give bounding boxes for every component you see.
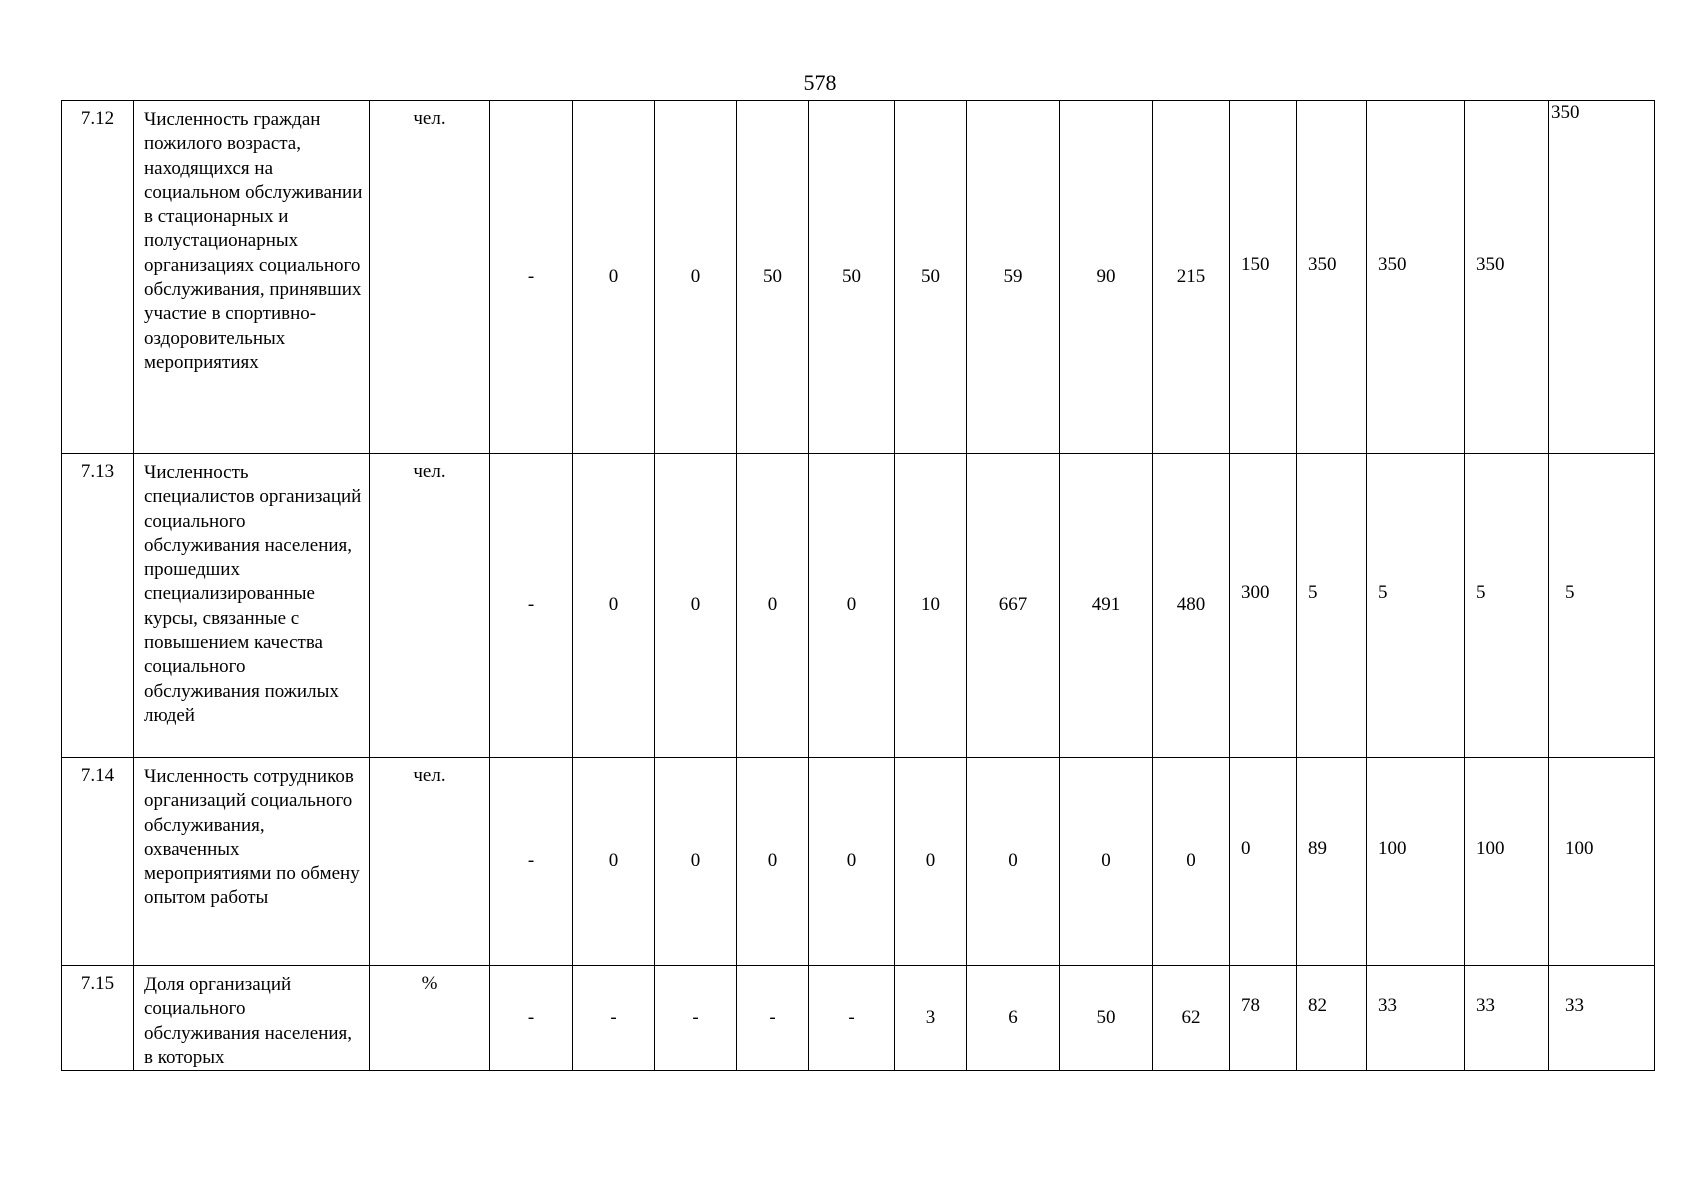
indicators-table xyxy=(61,100,1655,1071)
indicator-value: 5 xyxy=(1465,454,1549,758)
indicator-number: 7.15 xyxy=(62,966,134,1071)
indicator-value: 0 xyxy=(809,758,895,966)
indicator-number: 7.13 xyxy=(62,454,134,758)
indicator-value: 0 xyxy=(1060,758,1153,966)
indicator-value: 0 xyxy=(573,101,655,454)
indicator-value: 0 xyxy=(573,758,655,966)
indicator-unit: чел. xyxy=(370,758,490,966)
indicator-value: 33 xyxy=(1367,966,1465,1071)
indicator-value: 62 xyxy=(1153,966,1230,1071)
indicator-value: 0 xyxy=(655,758,737,966)
indicator-value: - xyxy=(490,101,573,454)
indicator-value: 0 xyxy=(737,454,809,758)
indicator-value: 33 xyxy=(1465,966,1549,1071)
indicator-value: - xyxy=(573,966,655,1071)
indicator-value: 82 xyxy=(1297,966,1367,1071)
indicator-value: 491 xyxy=(1060,454,1153,758)
indicator-value: 89 xyxy=(1297,758,1367,966)
indicator-value: 350 xyxy=(1367,101,1465,454)
table-row xyxy=(62,966,1655,1071)
table-row xyxy=(62,101,1655,454)
indicator-value: 300 xyxy=(1230,454,1297,758)
indicator-value: 0 xyxy=(809,454,895,758)
indicator-unit: чел. xyxy=(370,454,490,758)
indicator-value: 100 xyxy=(1549,758,1655,966)
indicator-number: 7.14 xyxy=(62,758,134,966)
indicator-value: 90 xyxy=(1060,101,1153,454)
indicator-value: 78 xyxy=(1230,966,1297,1071)
indicator-value: 480 xyxy=(1153,454,1230,758)
indicator-value: 100 xyxy=(1465,758,1549,966)
indicator-value: 50 xyxy=(809,101,895,454)
indicator-value: 50 xyxy=(895,101,967,454)
indicator-value: 50 xyxy=(737,101,809,454)
table-row xyxy=(62,454,1655,758)
indicator-unit: чел. xyxy=(370,101,490,454)
indicator-value: - xyxy=(809,966,895,1071)
indicator-value: - xyxy=(490,966,573,1071)
indicator-name: Численность специалистов организаций социального обслуживания населения, прошедших специализированные курсы, связанные с повышением качества социального обслуживания пожилых людей xyxy=(134,454,370,758)
indicator-name: Численность сотрудников организаций социального обслуживания, охваченных мероприятиями по обмену опытом работы xyxy=(134,758,370,966)
indicator-value: 350 xyxy=(1549,101,1655,454)
indicator-value: 215 xyxy=(1153,101,1230,454)
table-body xyxy=(62,101,1655,1071)
indicator-value: 33 xyxy=(1549,966,1655,1071)
indicator-value: - xyxy=(655,966,737,1071)
page-number: 578 xyxy=(803,70,837,95)
indicator-value: 0 xyxy=(573,454,655,758)
indicator-value: 5 xyxy=(1297,454,1367,758)
indicator-unit: % xyxy=(370,966,490,1071)
indicator-value: 0 xyxy=(967,758,1060,966)
indicator-value: 0 xyxy=(895,758,967,966)
indicator-value: 3 xyxy=(895,966,967,1071)
indicator-value: 350 xyxy=(1297,101,1367,454)
table-row xyxy=(62,758,1655,966)
indicator-value: 5 xyxy=(1367,454,1465,758)
indicator-number: 7.12 xyxy=(62,101,134,454)
indicator-value: - xyxy=(490,454,573,758)
indicator-value: 0 xyxy=(1230,758,1297,966)
indicator-value: 0 xyxy=(655,101,737,454)
indicator-value: 667 xyxy=(967,454,1060,758)
indicator-value: 5 xyxy=(1549,454,1655,758)
indicator-value: 150 xyxy=(1230,101,1297,454)
indicator-value: 10 xyxy=(895,454,967,758)
indicator-value: 0 xyxy=(737,758,809,966)
indicator-value: 0 xyxy=(655,454,737,758)
indicator-value: - xyxy=(737,966,809,1071)
indicator-value: 0 xyxy=(1153,758,1230,966)
indicator-value: 59 xyxy=(967,101,1060,454)
indicator-value: 100 xyxy=(1367,758,1465,966)
indicator-name: Численность граждан пожилого возраста, находящихся на социальном обслуживании в стационарных и полустационарных организациях социального обслуживания, принявших участие в спортивно-оздоровительных мероприятиях xyxy=(134,101,370,454)
indicator-name: Доля организаций социального обслуживания населения, в которых xyxy=(134,966,370,1071)
indicator-value: 6 xyxy=(967,966,1060,1071)
indicator-value: 50 xyxy=(1060,966,1153,1071)
indicator-value: 350 xyxy=(1465,101,1549,454)
indicator-value: - xyxy=(490,758,573,966)
